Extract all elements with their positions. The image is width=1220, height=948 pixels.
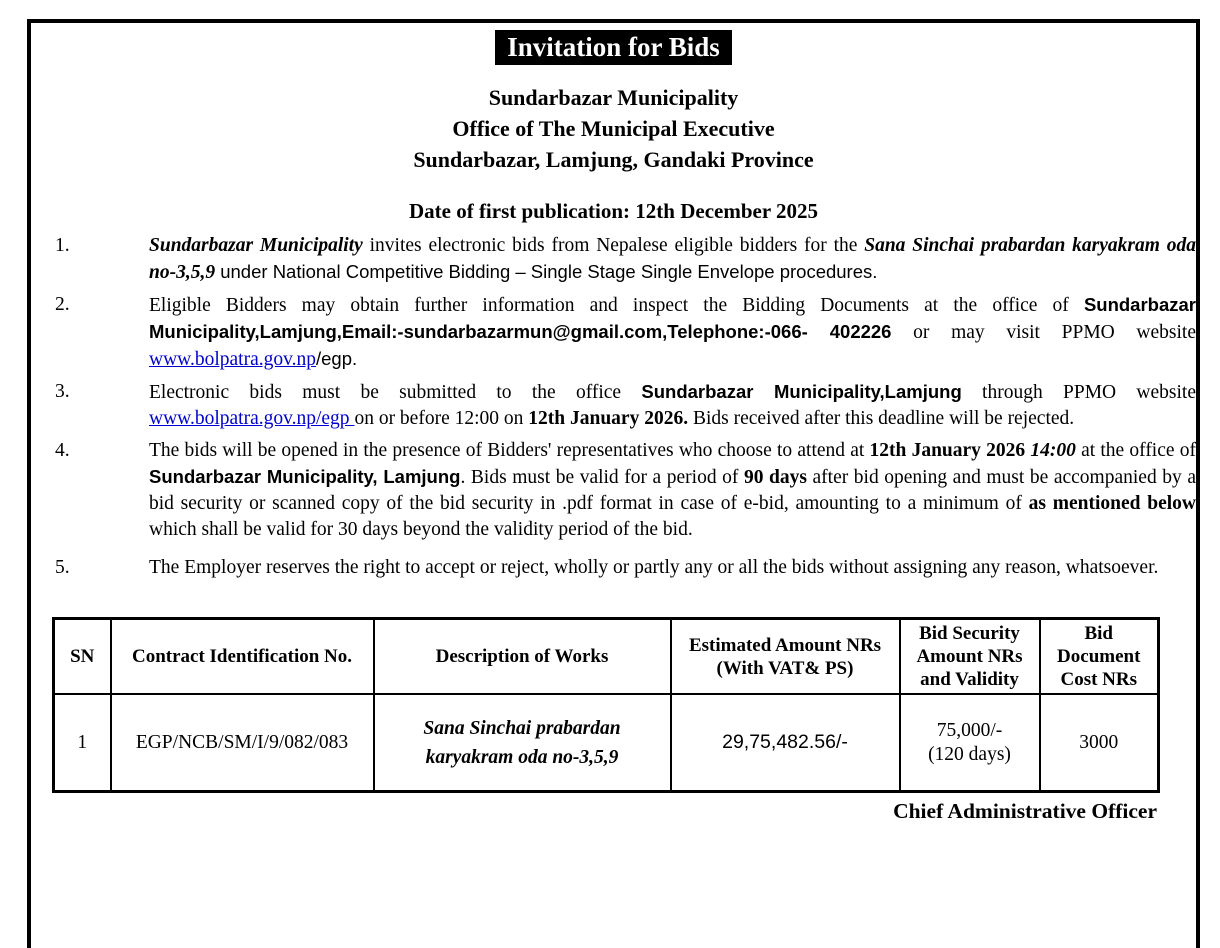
cell-bid-security <box>900 694 1040 792</box>
text-segment: /egp. <box>315 348 358 369</box>
cell-contract-id: EGP/NCB/SM/I/9/082/083 <box>111 694 374 792</box>
text-segment: . Bids must be valid for a period of <box>460 467 744 488</box>
paragraph-number: 4. <box>55 440 70 461</box>
signature-line: Chief Administrative Officer <box>893 799 1157 823</box>
paragraph-text <box>149 292 1196 373</box>
text-segment: Sundarbazar Municipality <box>149 235 363 256</box>
text-segment: Sana Sinchai prabardan karyakram oda no-3,5,9 <box>149 235 1196 283</box>
header-bid-document-cost: Bid Document Cost NRs <box>1040 619 1159 695</box>
text-segment: at the office of <box>1075 440 1196 461</box>
text-segment: which shall be valid for 30 days beyond the validity period of the bid. <box>149 519 693 540</box>
org-address: Sundarbazar, Lamjung, Gandaki Province <box>413 147 814 172</box>
header-contract-id: Contract Identification No. <box>111 619 374 695</box>
bid-paragraph-4 <box>31 438 1196 543</box>
text-segment: The bids will be opened in the presence of Bidders' representatives who choose to attend at <box>149 440 870 461</box>
paragraph-text <box>149 438 1196 543</box>
paragraph-number: 5. <box>55 557 70 578</box>
cell-bid-document-cost: 3000 <box>1040 694 1159 792</box>
bid-security-amount: 75,000/- <box>936 719 1003 741</box>
text-segment: under National Competitive Bidding – Single Stage Single Envelope procedures. <box>215 261 878 282</box>
text-segment: 90 days <box>743 467 807 488</box>
text-segment: Eligible Bidders may obtain further information and inspect the Bidding Documents at the office of <box>149 295 1084 316</box>
paragraph-text <box>149 233 1196 286</box>
document-page <box>27 19 1200 948</box>
table-header-row <box>54 619 1159 695</box>
cell-sn: 1 <box>54 694 111 792</box>
header-description: Description of Works <box>374 619 671 695</box>
title-row <box>31 30 1196 65</box>
text-segment: The Employer reserves the right to accept or reject, wholly or partly any or all the bids without assigning any reason, whatsoever. <box>149 557 1159 578</box>
paragraph-text <box>149 555 1196 581</box>
header-estimated-amount: Estimated Amount NRs (With VAT& PS) <box>671 619 900 695</box>
header-sn: SN <box>54 619 111 695</box>
text-segment: 14:00 <box>1030 440 1076 461</box>
text-segment: as mentioned below <box>1028 493 1196 514</box>
text-segment: after bid opening and must be accompanied by a bid security or scanned copy of the bid security in .pdf format in case of e-bid, amounting to a minimum of <box>149 467 1196 514</box>
bids-table <box>52 617 1160 793</box>
text-segment: Electronic bids must be submitted to the office <box>149 382 642 403</box>
text-segment: invites electronic bids from Nepalese eligible bidders for the <box>362 235 865 256</box>
paragraph-number: 3. <box>55 381 70 402</box>
org-header <box>31 82 1196 175</box>
bid-paragraph-2 <box>31 292 1196 373</box>
paragraph-text <box>149 379 1196 432</box>
text-segment: through PPMO website <box>961 382 1196 403</box>
hyperlink[interactable]: www.bolpatra.gov.np <box>149 349 316 370</box>
header-bid-security: Bid Security Amount NRs and Validity <box>900 619 1040 695</box>
text-segment: Sundarbazar Municipality,Lamjung <box>641 381 962 402</box>
numbered-paragraphs <box>31 233 1196 581</box>
hyperlink[interactable]: www.bolpatra.gov.np/egp <box>149 408 355 429</box>
cell-estimated-amount: 29,75,482.56/- <box>671 694 900 792</box>
paragraph-number: 2. <box>55 294 70 315</box>
page-title: Invitation for Bids <box>495 30 732 65</box>
bid-paragraph-1 <box>31 233 1196 286</box>
text-segment: 12th January 2026. <box>528 408 689 429</box>
text-segment: Sundarbazar Municipality,Lamjung,Email:-sundarbazarmun@gmail.com,Telephone:-066- 402226 <box>149 294 1196 342</box>
text-segment: on or before 12:00 on <box>354 408 529 429</box>
paragraph-number: 1. <box>55 235 70 256</box>
bid-security-validity: (120 days) <box>928 743 1011 765</box>
publication-date-line: Date of first publication: 12th December 2025 <box>408 199 819 223</box>
text-segment: Bids received after this deadline will be rejected. <box>688 408 1075 429</box>
cell-description: Sana Sinchai prabardan karyakram oda no-3,5,9 <box>374 694 671 792</box>
bid-paragraph-3 <box>31 379 1196 432</box>
table-row <box>54 694 1159 792</box>
text-segment: or may visit PPMO website <box>891 322 1196 343</box>
text-segment: 12th January 2026 <box>869 440 1031 461</box>
org-name: Sundarbazar Municipality <box>488 85 739 110</box>
bid-paragraph-5 <box>31 555 1196 581</box>
org-office: Office of The Municipal Executive <box>452 116 775 141</box>
text-segment: Sundarbazar Municipality, Lamjung <box>149 466 461 487</box>
